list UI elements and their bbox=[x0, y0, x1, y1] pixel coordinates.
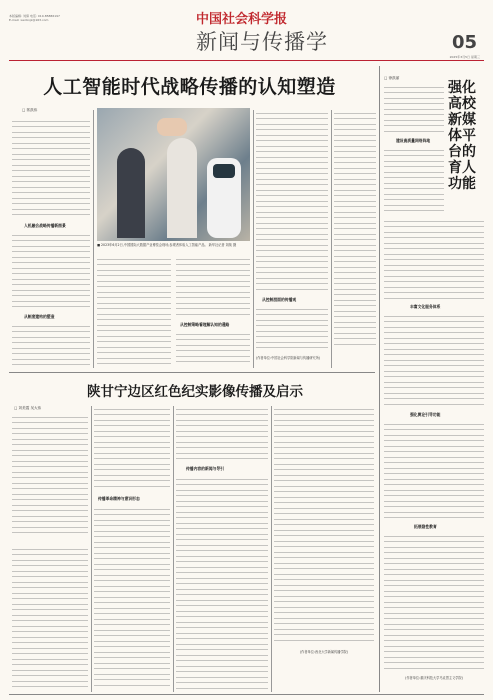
article3-col-divider-3 bbox=[271, 406, 272, 692]
article1-col2-para1 bbox=[97, 256, 171, 368]
article2-para5 bbox=[384, 421, 484, 523]
masthead-meta-left: 本版编辑: 刘倩 电话: 010-85886197 E-mail: xwcbxjz@163.com bbox=[9, 14, 60, 22]
article1-subhead-3: 从控制层面的传播观 bbox=[262, 297, 297, 302]
article3-author-note: (作者单位:西北大学新闻传播学院) bbox=[299, 650, 349, 654]
article2-para1 bbox=[384, 84, 444, 138]
article2-subhead-2: 丰富文化服务体系 bbox=[410, 304, 441, 309]
article1-col-divider-3 bbox=[331, 110, 332, 368]
masthead-rule bbox=[9, 60, 484, 61]
article2-para4 bbox=[384, 313, 484, 411]
article1-subhead-2: 从制度建构的塑造 bbox=[24, 314, 55, 319]
photo-hand bbox=[157, 118, 187, 136]
article3-col-divider-2 bbox=[173, 406, 174, 692]
article-divider-horizontal bbox=[9, 372, 375, 373]
article3-col1-para2 bbox=[12, 546, 88, 692]
article1-photo bbox=[97, 108, 250, 241]
photo-robot-face bbox=[213, 164, 235, 178]
photo-person-2 bbox=[167, 138, 197, 238]
article2-author-note: (作者单位:重庆科技大学马克思主义学院) bbox=[405, 676, 463, 680]
masthead-date: 2025年3月5日 星期三 bbox=[449, 55, 480, 59]
article3-col3-para1 bbox=[176, 406, 268, 462]
article1-subhead-1: 人机融合战略传播新图景 bbox=[24, 223, 66, 228]
article3-subhead-3: 传播内容的新闻与导引 bbox=[186, 466, 224, 471]
page-bottom-rule bbox=[9, 694, 484, 695]
article2-para6 bbox=[384, 533, 484, 673]
masthead bbox=[0, 0, 493, 60]
article2-para2 bbox=[384, 147, 444, 217]
article2-byline: □ 徐凯丽 bbox=[384, 76, 400, 80]
article3-subhead-1: 传播革命精神与意识形态 bbox=[98, 496, 140, 501]
article1-col-divider-2 bbox=[253, 110, 254, 368]
photo-person-1 bbox=[117, 148, 145, 238]
article3-col2-para2 bbox=[94, 506, 170, 692]
article1-author-note: (作者单位:中国社会科学院新闻与传播研究所) bbox=[256, 356, 321, 360]
article1-title: 人工智能时代战略传播的认知塑造 bbox=[43, 76, 336, 98]
article1-col1-para2 bbox=[12, 232, 90, 312]
masthead-paper-name: 中国社会科学报 bbox=[196, 12, 288, 27]
article1-photo-caption: ■ 2023年6月2日,中国国际大数据产业博览会现场,参观者体验人工智能产品。 新华社记者 刘续 摄 bbox=[97, 243, 237, 247]
article1-byline: □ 郭凯伟 bbox=[22, 108, 38, 112]
article1-col1-para3 bbox=[12, 323, 90, 368]
right-column-divider bbox=[379, 66, 380, 692]
article1-col5-para1 bbox=[334, 110, 376, 350]
masthead-page-number: 05 bbox=[452, 32, 478, 53]
article3-col4-para1 bbox=[274, 406, 374, 646]
masthead-section-name: 新闻与传播学 bbox=[196, 30, 328, 54]
article3-byline: □ 刘美霞 吴大伟 bbox=[14, 406, 42, 410]
article3-col1-para1 bbox=[12, 414, 88, 538]
article2-title: 强化高校新媒体平台的育人功能 bbox=[448, 80, 476, 192]
article1-col4-para2 bbox=[256, 306, 328, 354]
article1-subhead-4: 从控制策略看理解认知的通路 bbox=[180, 322, 230, 327]
article3-col-divider-1 bbox=[91, 406, 92, 692]
article3-col3-para2 bbox=[176, 476, 268, 692]
article3-title: 陕甘宁边区红色纪实影像传播及启示 bbox=[87, 384, 303, 400]
article2-subhead-4: 拓展隐性教育 bbox=[414, 524, 437, 529]
article1-col4-para1 bbox=[256, 110, 328, 295]
article1-col-divider-1 bbox=[93, 110, 94, 368]
article2-subhead-3: 强化舆论引导功能 bbox=[410, 412, 441, 417]
article1-col1-para1 bbox=[12, 118, 90, 220]
article3-col2-para1 bbox=[94, 406, 170, 492]
article2-para3 bbox=[384, 218, 484, 302]
article1-col3-para1 bbox=[176, 256, 250, 320]
article1-col3-para2 bbox=[176, 331, 250, 368]
article2-subhead-1: 建设高质量网络阵地 bbox=[396, 138, 431, 143]
